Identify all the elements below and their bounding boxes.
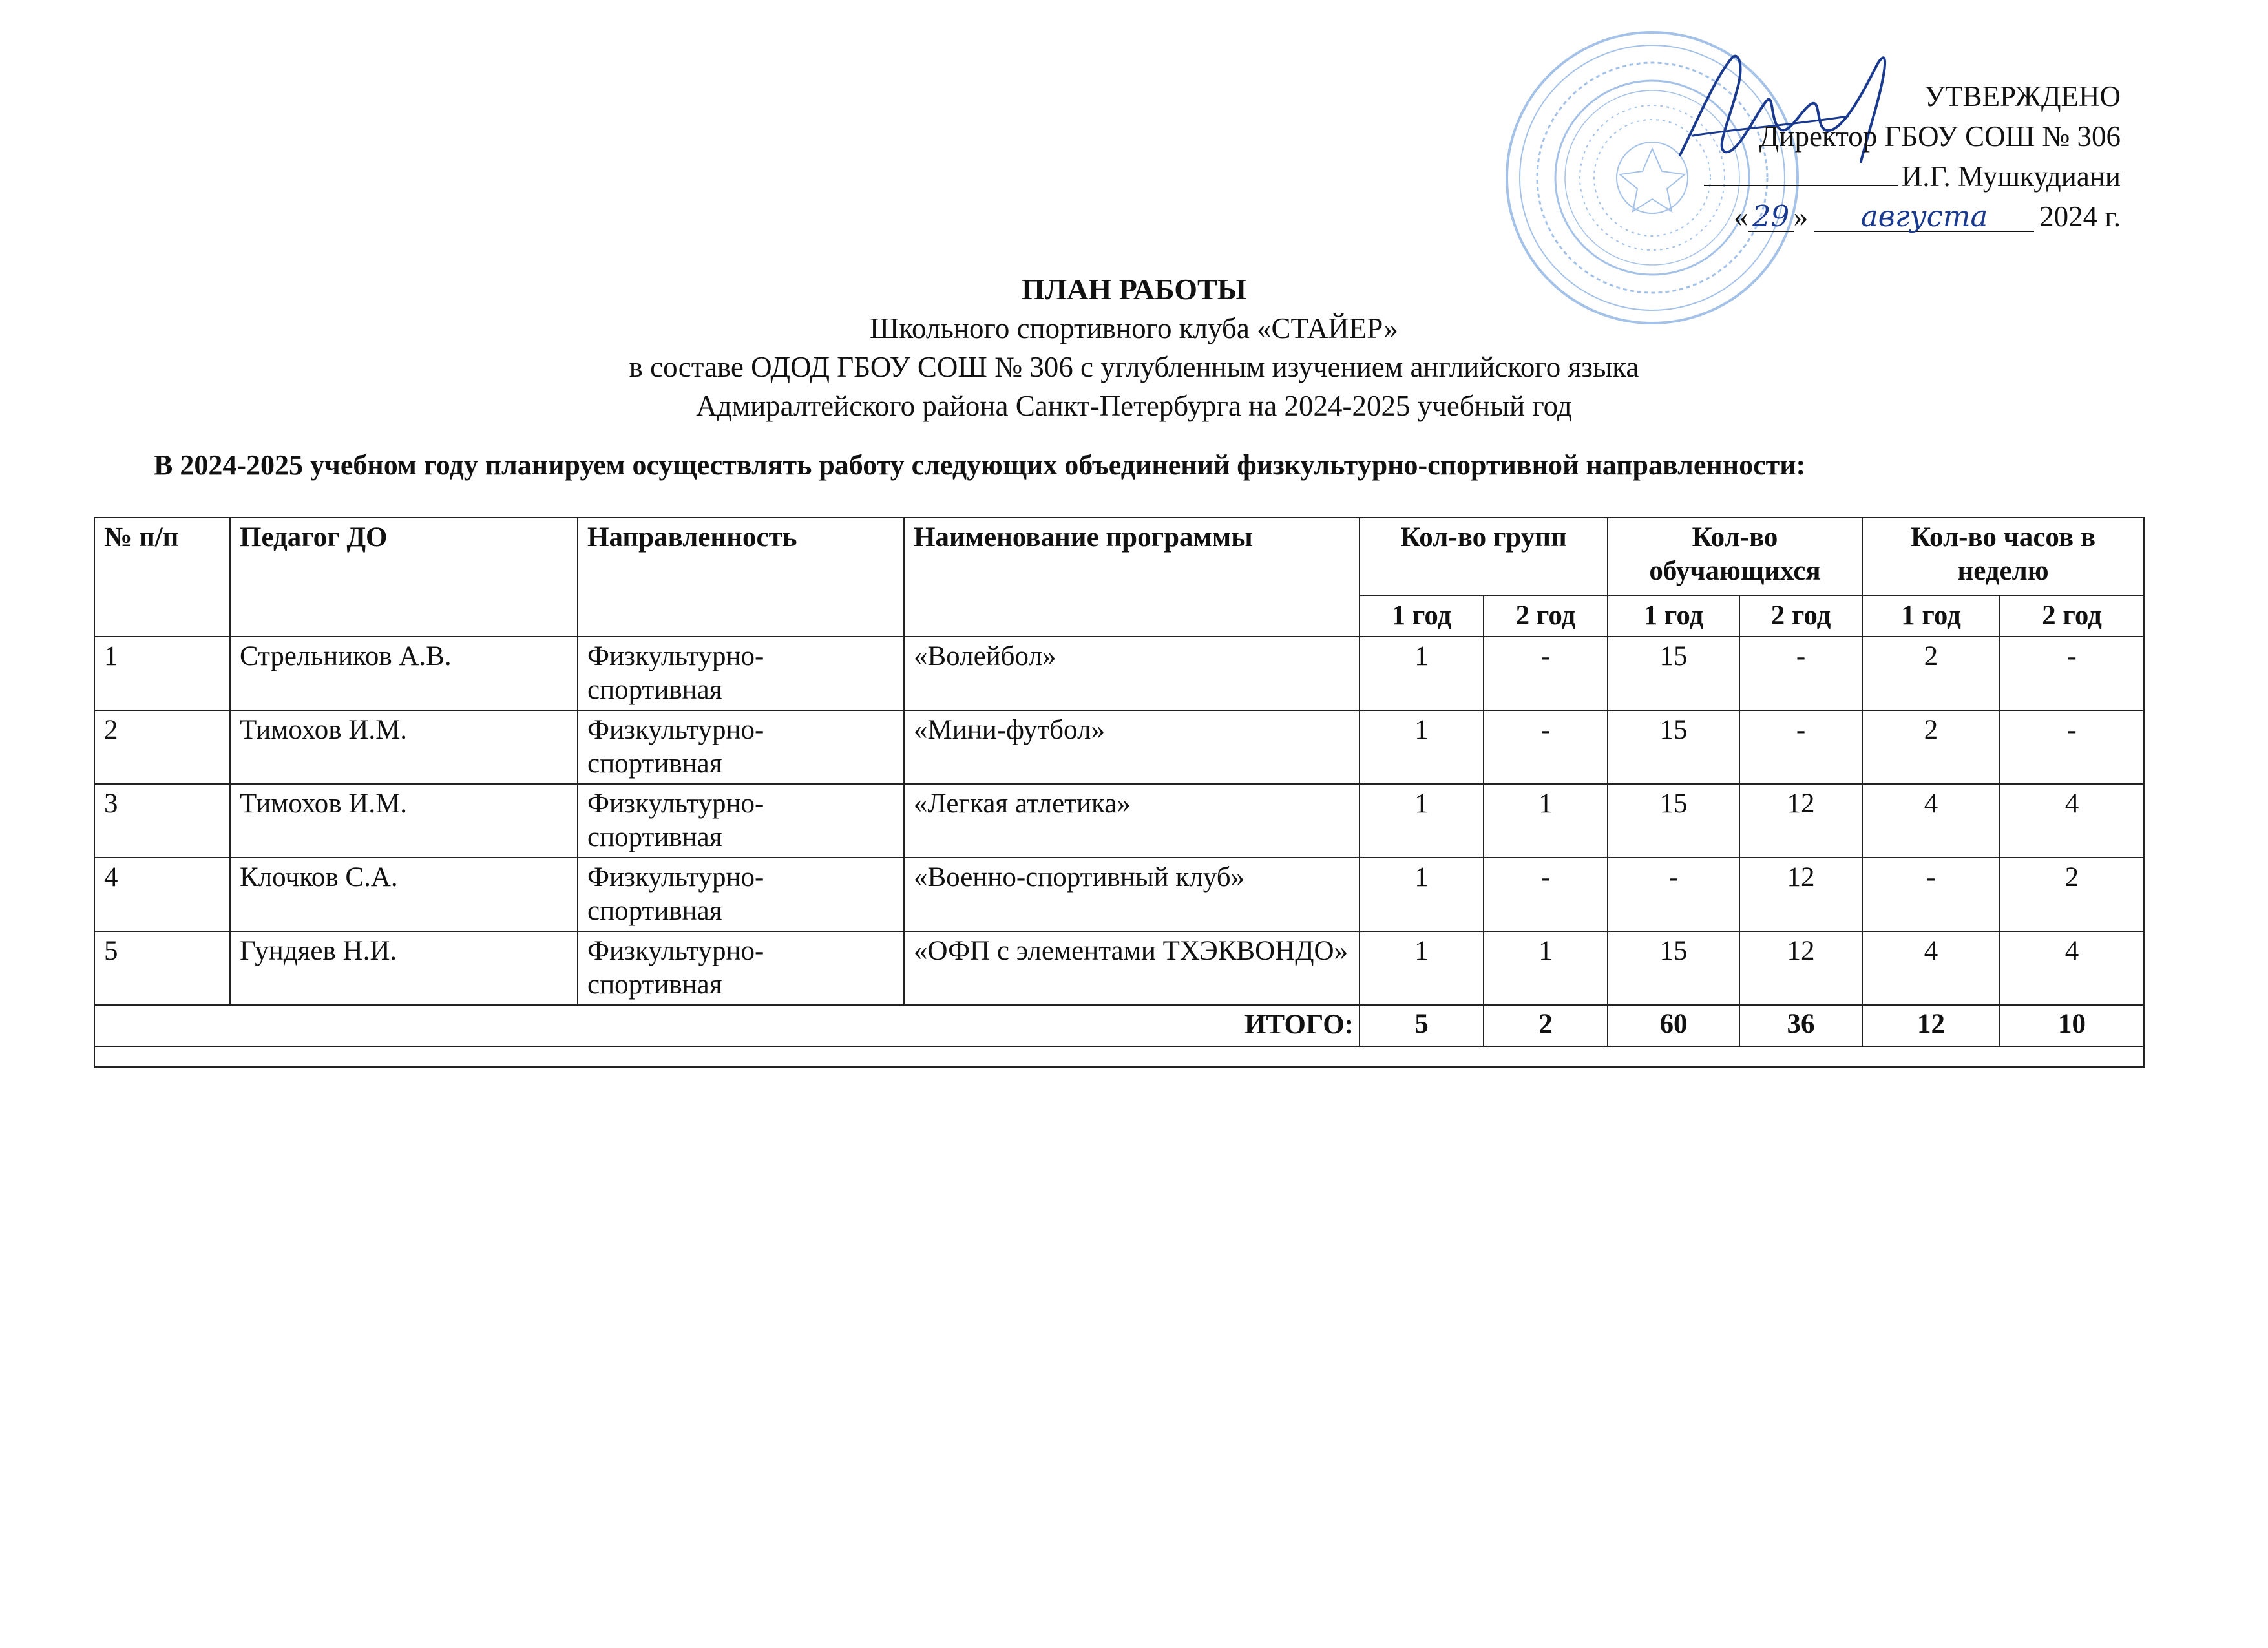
quote-open: « [1734,200,1748,233]
approval-label: УТВЕРЖДЕНО [1924,80,2121,112]
table-row [94,931,2144,1005]
total-hours-year1: 12 [1862,1005,2000,1046]
approval-month: августа [1814,202,2034,232]
cell-teacher: Тимохов И.М. [230,784,578,858]
cell-hours-year2: 4 [2000,784,2144,858]
heading-line-3: Адмиралтейского района Санкт-Петербурга на 2024-2025 учебный год [696,390,1572,422]
signature-blank [1704,159,1898,186]
document-heading [0,270,2268,425]
heading-line-1: Школьного спортивного клуба «СТАЙЕР» [870,312,1398,344]
document-title: ПЛАН РАБОТЫ [1022,273,1246,306]
cell-num: 3 [94,784,230,858]
cell-students-year2: 12 [1739,858,1862,931]
total-groups-year2: 2 [1484,1005,1608,1046]
cell-groups-year1: 1 [1360,637,1484,710]
cell-num: 2 [94,710,230,784]
cell-hours-year1: - [1862,858,2000,931]
cell-hours-year1: 4 [1862,784,2000,858]
cell-direction: Физкультурно-спортивная [578,710,904,784]
header-students-year1: 1 год [1608,595,1739,637]
table-total-row [94,1005,2144,1046]
cell-direction: Физкультурно-спортивная [578,858,904,931]
cell-groups-year1: 1 [1360,784,1484,858]
approval-day: 29 [1748,202,1794,232]
total-students-year1: 60 [1608,1005,1739,1046]
header-hours: Кол-во часов в неделю [1862,518,2144,595]
total-label: ИТОГО: [94,1005,1360,1046]
cell-students-year1: 15 [1608,784,1739,858]
cell-num: 4 [94,858,230,931]
header-program: Наименование программы [904,518,1360,637]
table-header-row [94,518,2144,595]
cell-hours-year1: 2 [1862,710,2000,784]
intro-paragraph: В 2024-2025 учебном году планируем осуществлять работу следующих объединений физкультурно-спортивной направленности: [154,449,1806,481]
header-groups: Кол-во групп [1360,518,1608,595]
cell-students-year1: - [1608,858,1739,931]
cell-groups-year1: 1 [1360,931,1484,1005]
quote-close: » [1793,200,1809,233]
cell-groups-year1: 1 [1360,710,1484,784]
cell-students-year1: 15 [1608,931,1739,1005]
cell-hours-year2: 2 [2000,858,2144,931]
cell-students-year2: - [1739,637,1862,710]
cell-direction: Физкультурно-спортивная [578,931,904,1005]
cell-students-year1: 15 [1608,637,1739,710]
cell-teacher: Клочков С.А. [230,858,578,931]
cell-groups-year2: - [1484,637,1608,710]
header-teacher: Педагог ДО [230,518,578,637]
cell-students-year2: 12 [1739,931,1862,1005]
cell-num: 5 [94,931,230,1005]
cell-students-year2: 12 [1739,784,1862,858]
approval-year: 2024 г. [2039,200,2121,233]
approval-block [1704,76,2121,237]
cell-groups-year2: - [1484,858,1608,931]
cell-groups-year2: 1 [1484,931,1608,1005]
cell-hours-year1: 4 [1862,931,2000,1005]
header-direction: Направленность [578,518,904,637]
header-groups-year1: 1 год [1360,595,1484,637]
cell-program: «ОФП с элементами ТХЭКВОНДО» [904,931,1360,1005]
cell-program: «Легкая атлетика» [904,784,1360,858]
header-students-year2: 2 год [1739,595,1862,637]
cell-num: 1 [94,637,230,710]
cell-students-year1: 15 [1608,710,1739,784]
cell-hours-year2: - [2000,710,2144,784]
cell-program: «Военно-спортивный клуб» [904,858,1360,931]
header-hours-year1: 1 год [1862,595,2000,637]
table-row [94,858,2144,931]
heading-line-2: в составе ОДОД ГБОУ СОШ № 306 с углубленным изучением английского языка [629,351,1639,383]
cell-program: «Волейбол» [904,637,1360,710]
cell-hours-year2: - [2000,637,2144,710]
cell-teacher: Тимохов И.М. [230,710,578,784]
director-position: Директор ГБОУ СОШ № 306 [1759,120,2121,153]
cell-direction: Физкультурно-спортивная [578,784,904,858]
cell-groups-year1: 1 [1360,858,1484,931]
table-row [94,710,2144,784]
cell-hours-year1: 2 [1862,637,2000,710]
header-num: № п/п [94,518,230,637]
director-name-line [1704,156,2121,196]
approval-date [1704,196,2121,237]
cell-teacher: Гундяев Н.И. [230,931,578,1005]
table-body [94,637,2144,1005]
cell-groups-year2: 1 [1484,784,1608,858]
cell-groups-year2: - [1484,710,1608,784]
header-groups-year2: 2 год [1484,595,1608,637]
cell-direction: Физкультурно-спортивная [578,637,904,710]
total-hours-year2: 10 [2000,1005,2144,1046]
cell-hours-year2: 4 [2000,931,2144,1005]
work-plan-table [94,517,2145,1068]
cell-teacher: Стрельников А.В. [230,637,578,710]
header-hours-year2: 2 год [2000,595,2144,637]
cell-program: «Мини-футбол» [904,710,1360,784]
table-row [94,637,2144,710]
total-groups-year1: 5 [1360,1005,1484,1046]
table-bottom-spacer [94,1046,2144,1067]
director-name: И.Г. Мушкудиани [1901,160,2121,193]
header-students: Кол-во обучающихся [1608,518,1862,595]
cell-students-year2: - [1739,710,1862,784]
total-students-year2: 36 [1739,1005,1862,1046]
table-row [94,784,2144,858]
